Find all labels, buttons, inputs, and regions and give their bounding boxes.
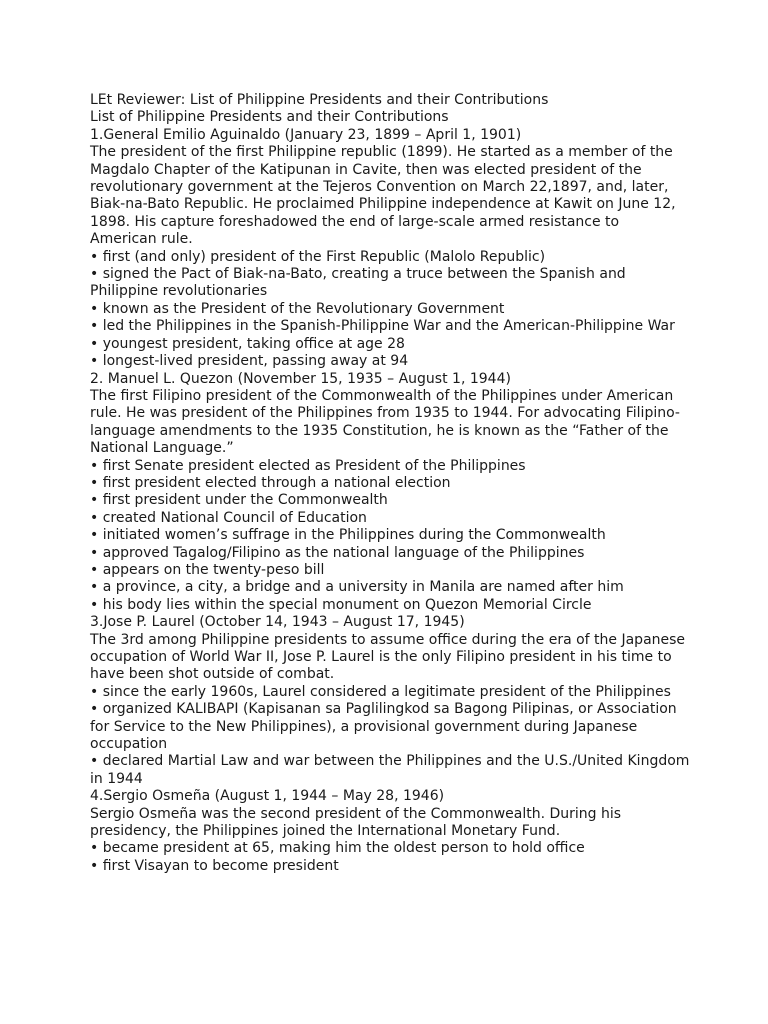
section-intro: The first Filipino president of the Commonwealth of the Philippines under American rule. He was president of the Philippines from 1935 to 1944. For advocating Filipino-language amendments to the 1935 Constitution, he is known as the “Father of the National Language.” bbox=[90, 387, 680, 457]
bullet-item: • longest-lived president, passing away at 94 bbox=[90, 353, 409, 370]
section-heading: 4.Sergio Osmeña (August 1, 1944 – May 28, 1946) bbox=[90, 788, 445, 805]
bullet-item: • first president under the Commonwealth bbox=[90, 492, 388, 509]
bullet-item: • his body lies within the special monument on Quezon Memorial Circle bbox=[90, 596, 592, 613]
bullet-item: • since the early 1960s, Laurel considered a legitimate president of the Philippines bbox=[90, 683, 671, 700]
document-page bbox=[90, 92, 690, 875]
document-title: LEt Reviewer: List of Philippine Presidents and their Contributions bbox=[90, 92, 549, 108]
bullet-item: • known as the President of the Revolutionary Government bbox=[90, 300, 505, 317]
section-heading: 2. Manuel L. Quezon (November 15, 1935 – August 1, 1944) bbox=[90, 370, 511, 387]
bullet-item: • organized KALIBAPI (Kapisanan sa Paglilingkod sa Bagong Pilipinas, or Association for Service to the New Philippines), a provisional government during Japanese occupation bbox=[90, 701, 677, 753]
bullet-item: • became president at 65, making him the oldest person to hold office bbox=[90, 840, 585, 857]
section-intro: Sergio Osmeña was the second president of the Commonwealth. During his presidency, the Philippines joined the International Monetary Fund. bbox=[90, 805, 622, 840]
bullet-item: • first Senate president elected as President of the Philippines bbox=[90, 457, 526, 474]
bullet-item: • a province, a city, a bridge and a university in Manila are named after him bbox=[90, 579, 624, 596]
section-intro: The 3rd among Philippine presidents to assume office during the era of the Japanese occupation of World War II, Jose P. Laurel is the only Filipino president in his time to have been shot outside of combat. bbox=[90, 631, 686, 683]
section-heading: 1.General Emilio Aguinaldo (January 23, 1899 – April 1, 1901) bbox=[90, 126, 522, 143]
section-quezon bbox=[90, 371, 690, 615]
bullet-item: • first president elected through a national election bbox=[90, 474, 451, 491]
section-laurel bbox=[90, 614, 690, 788]
bullet-item: • first Visayan to become president bbox=[90, 857, 339, 874]
bullet-item: • appears on the twenty-peso bill bbox=[90, 561, 325, 578]
bullet-item: • created National Council of Education bbox=[90, 509, 367, 526]
document-subtitle: List of Philippine Presidents and their Contributions bbox=[90, 109, 449, 126]
bullet-item: • initiated women’s suffrage in the Philippines during the Commonwealth bbox=[90, 527, 606, 544]
bullet-item: • signed the Pact of Biak-na-Bato, creating a truce between the Spanish and Philippine revolutionaries bbox=[90, 266, 626, 300]
section-osmena bbox=[90, 788, 690, 875]
section-aguinaldo bbox=[90, 127, 690, 371]
bullet-item: • approved Tagalog/Filipino as the national language of the Philippines bbox=[90, 544, 585, 561]
section-intro: The president of the first Philippine republic (1899). He started as a member of the Magdalo Chapter of the Katipunan in Cavite, then was elected president of the revolutionary government at the Tejeros Convention on March 22,1897, and, later, Biak-na-Bato Republic. He proclaimed Philippine independence at Kawit on June 12, 1898. His capture foreshadowed the end of large-scale armed resistance to American rule. bbox=[90, 144, 676, 248]
bullet-item: • led the Philippines in the Spanish-Philippine War and the American-Philippine War bbox=[90, 318, 675, 335]
bullet-item: • declared Martial Law and war between the Philippines and the U.S./United Kingdom in 1944 bbox=[90, 753, 690, 787]
bullet-item: • youngest president, taking office at age 28 bbox=[90, 335, 405, 352]
section-heading: 3.Jose P. Laurel (October 14, 1943 – August 17, 1945) bbox=[90, 614, 465, 631]
bullet-item: • first (and only) president of the First Republic (Malolo Republic) bbox=[90, 248, 546, 265]
